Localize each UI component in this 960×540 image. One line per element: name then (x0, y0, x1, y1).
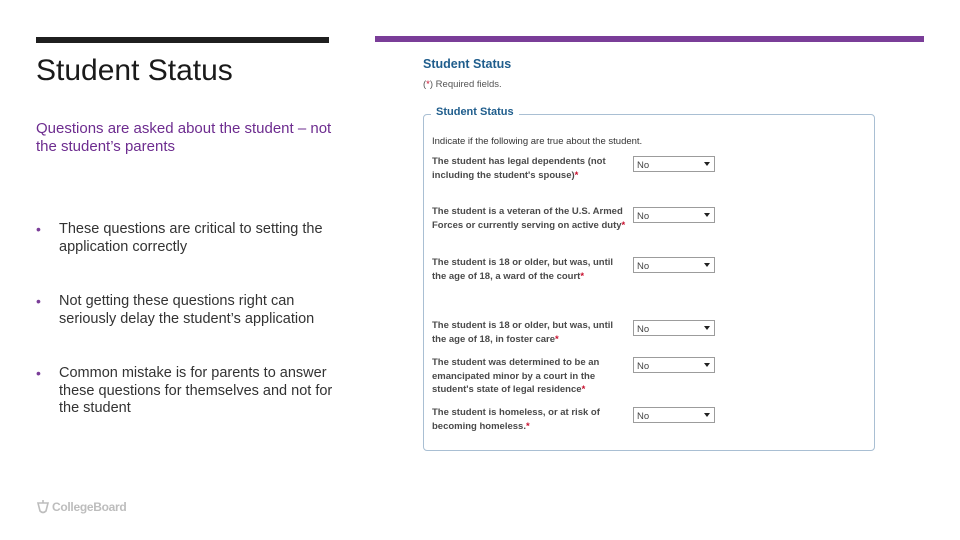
screenshot-rule (375, 36, 924, 42)
select-value: No (637, 324, 650, 335)
slide-subtitle: Questions are asked about the student – not the student’s parents (36, 120, 332, 155)
bullet-item (36, 221, 336, 256)
question-text: The student was determined to be an emancipated minor by a court in the student's state of legal residence (432, 357, 600, 395)
dropdown-arrow-icon (704, 363, 710, 367)
question-text: The student is 18 or older, but was, until the age of 18, in foster care (432, 320, 614, 345)
bullet-text: Not getting these questions right can seriously delay the student’s application (59, 293, 315, 327)
required-fields-note (423, 79, 502, 90)
required-prefix: ( (423, 79, 427, 90)
select-veteran[interactable] (633, 207, 715, 223)
required-star: * (621, 219, 626, 231)
select-value: No (637, 160, 650, 171)
bullet-text: Common mistake is for parents to answer these questions for themselves and not for the student (59, 365, 333, 416)
select-foster-care[interactable] (633, 320, 715, 336)
acorn-icon (36, 500, 50, 514)
fieldset-legend: Student Status (431, 106, 519, 118)
select-value: No (637, 261, 650, 272)
required-star: * (555, 333, 559, 345)
question-text: The student has legal dependents (not including the student's spouse) (432, 156, 606, 181)
question-text: The student is homeless, or at risk of becoming homeless. (432, 407, 600, 432)
bullet-marker: • (36, 365, 41, 381)
question-label-homeless (432, 406, 628, 433)
bullet-item (36, 293, 336, 328)
select-value: No (637, 361, 650, 372)
dropdown-arrow-icon (704, 213, 710, 217)
bullet-list (36, 221, 336, 418)
select-value: No (637, 211, 650, 222)
required-star: * (574, 169, 579, 181)
required-star: * (426, 79, 430, 90)
question-text: The student is a veteran of the U.S. Armed Forces or currently serving on active duty (432, 206, 623, 231)
question-label-ward-of-court (432, 256, 628, 283)
bullet-text: These questions are critical to setting the application correctly (59, 221, 323, 255)
bullet-marker: • (36, 221, 41, 237)
dropdown-arrow-icon (704, 263, 710, 267)
select-ward-of-court[interactable] (633, 257, 715, 273)
bullet-item (36, 365, 336, 418)
required-star: * (580, 270, 585, 282)
dropdown-arrow-icon (704, 413, 710, 417)
dropdown-arrow-icon (704, 326, 710, 330)
required-star: * (581, 384, 586, 395)
question-label-dependents (432, 155, 628, 182)
form-instructions: Indicate if the following are true about the student. (432, 136, 643, 147)
dropdown-arrow-icon (704, 162, 710, 166)
bullet-marker: • (36, 293, 41, 309)
title-rule (36, 37, 329, 43)
question-label-veteran (432, 205, 628, 232)
select-homeless[interactable] (633, 407, 715, 423)
required-star: * (525, 420, 530, 432)
select-value: No (637, 411, 650, 422)
select-dependents[interactable] (633, 156, 715, 172)
required-suffix: ) Required fields. (429, 79, 502, 90)
slide-title: Student Status (36, 54, 233, 87)
question-label-foster-care (432, 319, 628, 346)
select-emancipated-minor[interactable] (633, 357, 715, 373)
form-title: Student Status (423, 57, 512, 71)
question-text: The student is 18 or older, but was, until the age of 18, a ward of the court (432, 257, 614, 282)
logo-text: CollegeBoard (52, 500, 127, 514)
collegeboard-logo (36, 500, 126, 514)
question-label-emancipated-minor (432, 356, 628, 397)
